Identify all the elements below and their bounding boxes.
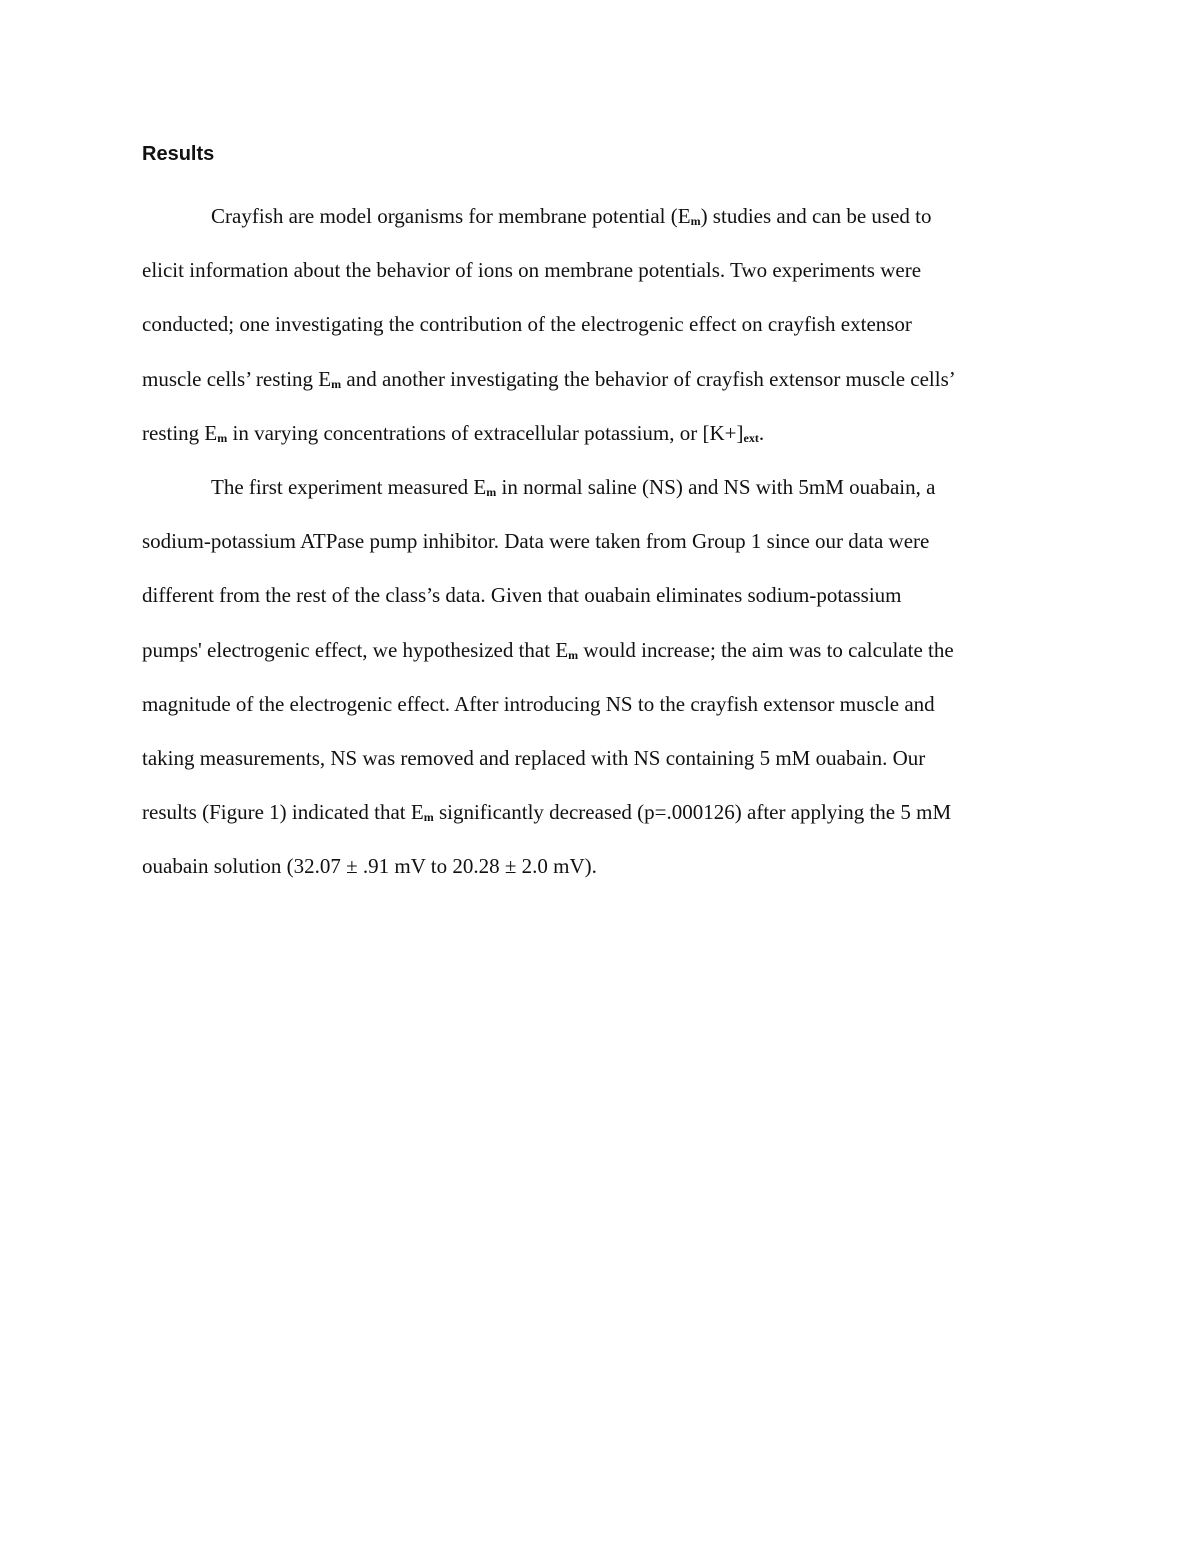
text-run: Crayfish are model organisms for membrane potential (E — [211, 204, 691, 228]
text-run: pumps' electrogenic effect, we hypothesized that E — [142, 637, 569, 662]
results-body-text — [142, 189, 1062, 893]
subscript: m — [690, 214, 701, 228]
text-line — [142, 677, 1062, 731]
text-line — [142, 731, 1062, 785]
text-run: results (Figure 1) indicated that E — [142, 800, 424, 825]
text-line — [142, 785, 1062, 839]
text-line — [142, 352, 1062, 406]
text-line — [142, 568, 1062, 622]
text-run: and another investigating the behavior of crayfish extensor muscle cells’ — [341, 366, 956, 391]
subscript: m — [423, 810, 434, 825]
text-run: sodium-potassium ATPase pump inhibitor. Data were taken from Group 1 since our data were — [142, 529, 930, 554]
subscript: m — [568, 647, 579, 662]
text-run: ouabain solution (32.07 ± .91 mV to 20.28 ± 2.0 mV). — [142, 854, 597, 879]
text-run: resting E — [142, 420, 218, 445]
text-run: elicit information about the behavior of ions on membrane potentials. Two experiments were — [142, 258, 922, 283]
text-run: different from the rest of the class’s data. Given that ouabain eliminates sodium-potassium — [142, 583, 902, 608]
text-run: conducted; one investigating the contribution of the electrogenic effect on crayfish extensor — [142, 312, 912, 337]
text-run: significantly decreased (p=.000126) after applying the 5 mM — [433, 800, 952, 825]
subscript: ext — [743, 430, 759, 445]
text-line — [142, 189, 1062, 243]
text-run: taking measurements, NS was removed and replaced with NS containing 5 mM ouabain. Our — [142, 745, 926, 770]
text-line — [142, 623, 1062, 677]
text-run: muscle cells’ resting E — [142, 366, 332, 391]
text-run: magnitude of the electrogenic effect. After introducing NS to the crayfish extensor muscle and — [142, 691, 935, 716]
text-line — [142, 839, 1062, 893]
text-line — [142, 406, 1062, 460]
text-line — [142, 297, 1062, 351]
text-line — [142, 243, 1062, 297]
section-heading: Results — [142, 143, 215, 165]
text-run: . — [758, 420, 765, 445]
text-line — [142, 460, 1062, 514]
subscript: m — [217, 430, 228, 445]
subscript: m — [331, 376, 342, 391]
text-run: in normal saline (NS) and NS with 5mM ouabain, a — [496, 474, 936, 499]
text-line — [142, 514, 1062, 568]
text-run: in varying concentrations of extracellular potassium, or [K+] — [227, 420, 744, 445]
text-run: The first experiment measured E — [211, 474, 487, 499]
subscript: m — [486, 484, 497, 499]
text-run: would increase; the aim was to calculate the — [578, 637, 954, 662]
text-run: ) studies and can be used to — [700, 204, 932, 228]
